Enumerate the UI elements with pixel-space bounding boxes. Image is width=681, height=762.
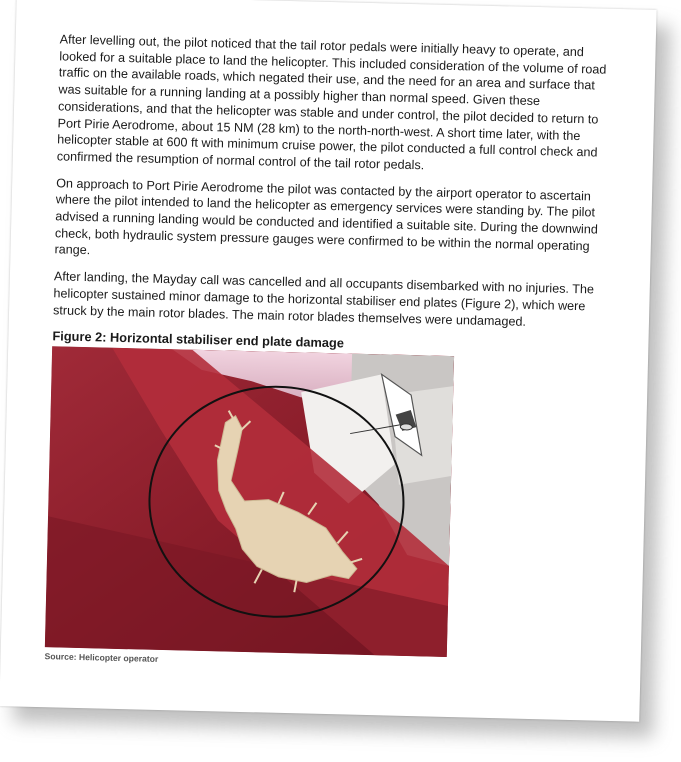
damage-photo-illustration (45, 347, 454, 658)
figure-photo (45, 347, 454, 658)
page-content (45, 31, 615, 675)
figure-title: Figure 2: Horizontal stabiliser end plate damage (52, 328, 345, 351)
paragraph-levelling-out: After levelling out, the pilot noticed that the tail rotor pedals were initially heavy to operate, and looked for a suitable place to land the helicopter. This included consideration of the volume of road traffic on the available roads, which negated their use, and the need for an area and surface that was suitable for a running landing at a possibly higher than normal speed. Given these considerations, and that the helicopter was stable and under control, the pilot decided to return to Port Pirie Aerodrome, about 15 NM (28 km) to the north-north-west. A short time later, with the helicopter stable at 600 ft with minimum cruise power, the pilot conducted a full control check and confirmed the resumption of normal control of the tail rotor pedals. (56, 32, 607, 173)
paragraph-after-landing: After landing, the Mayday call was cancelled and all occupants disembarked with no injuries. The helicopter sustained minor damage to the horizontal stabiliser end plates (Figure 2), which were struck by the main rotor blades. The main rotor blades themselves were undamaged. (52, 269, 595, 329)
figure-source: Source: Helicopter operator (44, 651, 159, 665)
paragraph-approach: On approach to Port Pirie Aerodrome the pilot was contacted by the airport operator to ascertain where the pilot intended to land the helicopter as emergency services were standing by. The pilot advised a running landing would be conducted and identified a suitable site. During the downwind check, both hydraulic system pressure gauges were confirmed to be within the normal operating range. (54, 175, 598, 258)
